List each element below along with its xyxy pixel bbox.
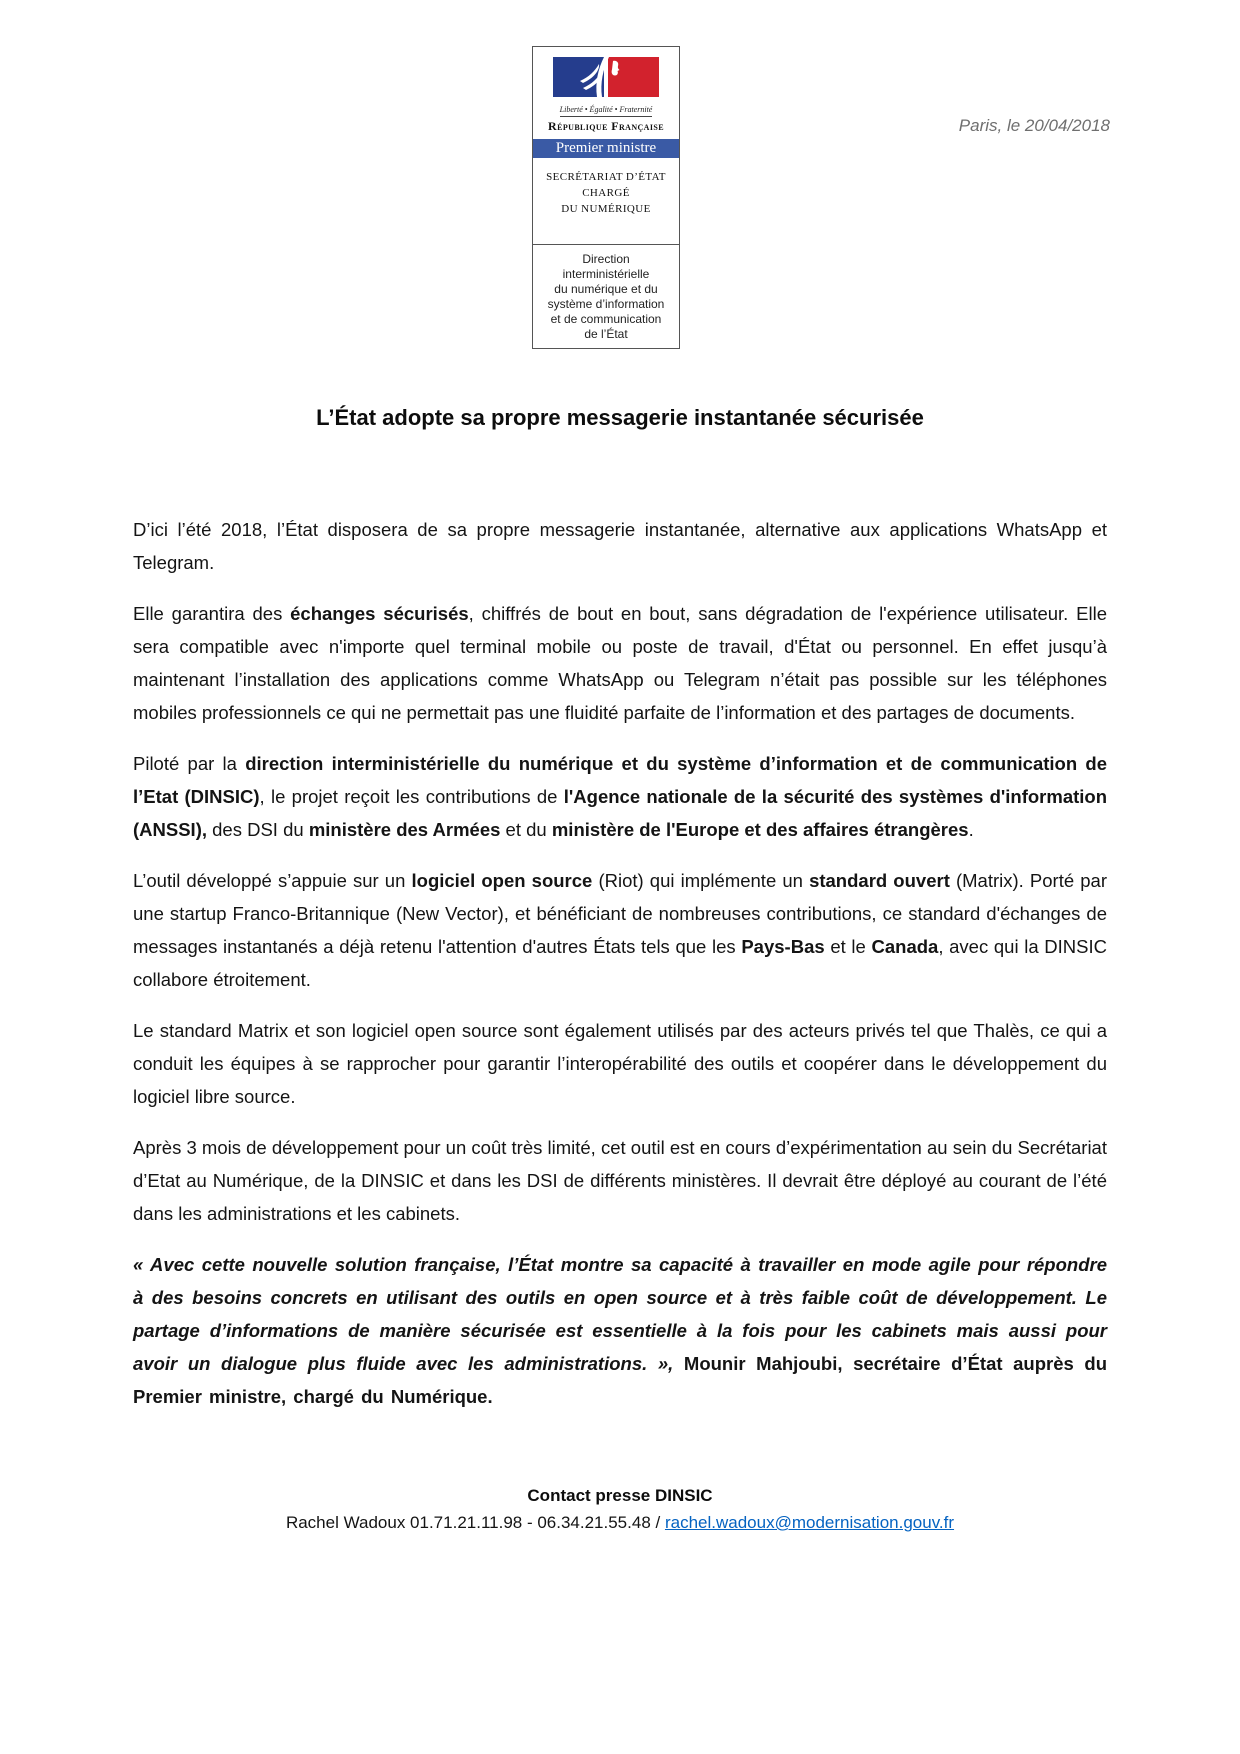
- paragraph-quote: « Avec cette nouvelle solution française, l’État montre sa capacité à travailler en mode agile pour répondre à des besoins concrets en utilisant des outils en open source et à très faible coût de développement. Le partage d’informations de manière sécurisée est essentielle à la fois pour les cabinets mais aussi pour avoir un dialogue plus fluide avec les administrations. », Mounir Mahjoubi, secrétaire d’État auprès du Premier ministre, chargé du Numérique.: [133, 1254, 1108, 1407]
- email-link[interactable]: rachel.wadoux@modernisation.gouv.fr: [664, 1513, 955, 1532]
- paragraph-security: Elle garantira des échanges sécurisés, chiffrés de bout en bout, sans dégradation de l'expérience utilisateur. Elle sera compatible avec n'importe quel terminal mobile ou poste de travail, d'État ou personnel. En effet jusqu’à maintenant l’installation des applications comme WhatsApp ou Telegram n’était pas possible sur les téléphones mobiles professionnels ce qui ne permettait pas une fluidité parfaite de l’information et des partages de documents.: [133, 603, 1107, 723]
- document-header: [0, 0, 1240, 350]
- marianne-flag-icon: [553, 57, 659, 97]
- republic-logo-box: [532, 46, 680, 245]
- paragraph-intro: D’ici l’été 2018, l’État disposera de sa propre messagerie instantanée, alternative aux applications WhatsApp et Telegram.: [133, 519, 1107, 573]
- direction-label: Direction interministérielle du numérique et du système d’information et de communication de l’État: [547, 251, 665, 341]
- premier-ministre-band: Premier ministre: [533, 139, 679, 158]
- dateline: Paris, le 20/04/2018: [958, 116, 1110, 135]
- paragraph-matrix: Le standard Matrix et son logiciel open source sont également utilisés par des acteurs privés tel que Thalès, ce qui a conduit les équipes à se rapprocher pour garantir l’interopérabilité des outils et coopérer dans le développement du logiciel libre source.: [133, 1020, 1107, 1107]
- document-body: [133, 513, 1107, 1413]
- footer: [0, 1483, 1240, 1537]
- direction-box: [532, 245, 680, 349]
- page-title: L’État adopte sa propre messagerie instantanée sécurisée: [316, 405, 924, 430]
- logo-motto: Liberté • Égalité • Fraternité: [560, 105, 653, 117]
- paragraph-pilotage: Piloté par la direction interministérielle du numérique et du système d’information et de communication de l’Etat (DINSIC), le projet reçoit les contributions de l'Agence nationale de la sécurité des systèmes d'information (ANSSI), des DSI du ministère des Armées et du ministère de l'Europe et des affaires étrangères.: [133, 753, 1108, 840]
- paragraph-deploiement: Après 3 mois de développement pour un coût très limité, cet outil est en cours d’expérimentation au sein du Secrétariat d’Etat au Numérique, de la DINSIC et dans les DSI de différents ministères. Il devrait être déployé au courant de l’été dans les administrations et les cabinets.: [133, 1137, 1107, 1224]
- contact-phone-text: Rachel Wadoux 01.71.21.11.98 - 06.34.21.55.48 /: [285, 1513, 665, 1532]
- secretariat-label: SECRÉTARIAT D’ÉTAT CHARGÉ DU NUMÉRIQUE: [546, 171, 666, 215]
- contact-title: Contact presse DINSIC: [527, 1486, 713, 1505]
- logo-republic-label: République Française: [548, 119, 664, 133]
- contact-line: [0, 1509, 1240, 1537]
- gov-logo-block: [532, 46, 680, 349]
- paragraph-open-source: L’outil développé s’appuie sur un logiciel open source (Riot) qui implémente un standard ouvert (Matrix). Porté par une startup Franco-Britannique (New Vector), et bénéficiant de nombreuses contributions, ce standard d'échanges de messages instantanés a déjà retenu l'attention d'autres États tels que les Pays-Bas et le Canada, avec qui la DINSIC collabore étroitement.: [133, 870, 1108, 990]
